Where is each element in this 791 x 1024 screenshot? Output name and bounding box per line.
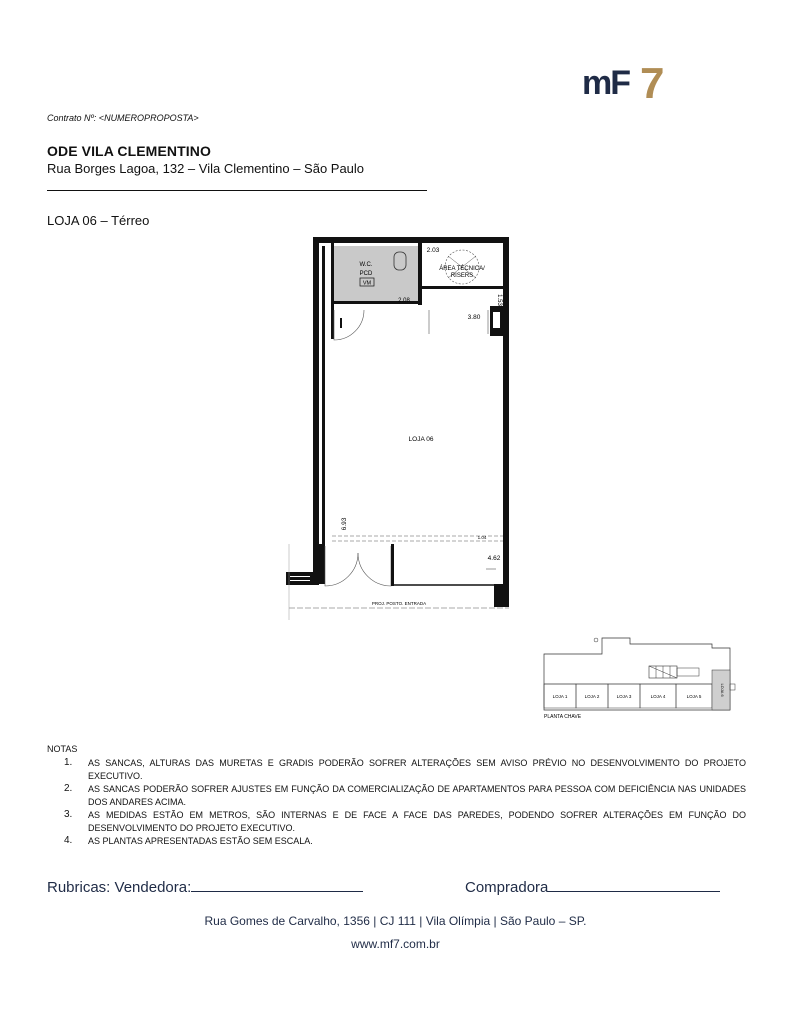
key-plan [540,632,740,722]
note-text: AS PLANTAS APRESENTADAS ESTÃO SEM ESCALA. [88,836,313,846]
project-address: Rua Borges Lagoa, 132 – Vila Clementino – São Paulo [47,161,365,176]
wc-door [334,310,364,340]
note-item [64,783,746,808]
dim-2-03: 2.03 [426,247,440,254]
vm-label: VM [362,280,372,287]
buyer-initials [465,877,720,896]
tech-area-label: ÁREA TÉCNICA/ [439,266,485,272]
key-store-3-label: LOJA 3 [616,694,632,699]
buyer-signature-line[interactable] [548,877,720,892]
dim-small: 1.04 [477,535,487,540]
room-label: LOJA 06 [408,436,434,443]
key-store-6-label: LOJA 6 [720,683,725,697]
note-text: AS SANCAS, ALTURAS DAS MURETAS E GRADIS PODERÃO SOFRER ALTERAÇÕES SEM AVISO PRÉVIO NO DESENVOLVIMENTO DO PROJETO EXECUTIVO. [88,758,746,781]
plan-column-bottom [494,584,509,607]
seller-initials [47,877,363,896]
key-plan-title: PLANTA CHAVE [544,714,582,720]
entry-door-left [325,546,358,586]
mf7-logo [582,58,674,102]
pcd-label: PCD [359,271,373,277]
dim-3-80: 3.80 [467,314,481,321]
logo-text: mF [582,64,629,102]
plan-wall-left-inner [322,246,325,546]
note-text: AS SANCAS PODERÃO SOFRER AJUSTES EM FUNÇÃO DA COMERCIALIZAÇÃO DE APARTAMENTOS PARA PESSOA COM DEFICIÊNCIA NAS UNIDADES DOS ANDARES ACIMA. [88,784,746,807]
key-plan-outline [544,638,730,710]
note-number: 4. [64,835,73,846]
seller-signature-line[interactable] [191,877,363,892]
plan-wall-top [313,237,509,243]
key-store-5-label: LOJA 5 [686,694,702,699]
dim-4-62: 4.62 [487,555,501,562]
plan-stair [286,572,319,585]
seller-label: Rubricas: Vendedora: [47,879,192,896]
project-title: ODE VILA CLEMENTINO [47,143,211,159]
risers-label: RISERS [450,273,474,279]
note-number: 2. [64,783,73,794]
note-item [64,757,746,782]
dim-2-08: 2.08 [398,298,410,304]
contract-number: Contrato Nº: <NUMEROPROPOSTA> [47,113,199,123]
note-item [64,809,746,834]
plan-wall-right [503,237,509,607]
note-number: 3. [64,809,73,820]
plan-wall-tech [422,286,503,289]
plan-wall-wc-right [418,243,422,305]
footer-address: Rua Gomes de Carvalho, 1356 | CJ 111 | Vila Olímpia | São Paulo – SP. [204,914,587,928]
plan-wc [334,246,420,301]
wc-label: W.C. [359,262,373,268]
key-store-2-label: LOJA 2 [584,694,600,699]
note-number: 1. [64,757,73,768]
floor-plan [284,234,516,624]
buyer-label: Compradora [465,879,549,896]
dim-1-53: 1.53 [496,294,502,306]
unit-label: LOJA 06 – Térreo [47,213,150,228]
key-store-4-label: LOJA 4 [650,694,666,699]
logo-digit: 7 [640,59,665,102]
note-item [64,835,746,848]
dim-6-93: 6.93 [341,517,348,531]
footer-website[interactable]: www.mf7.com.br [351,937,440,951]
note-text: AS MEDIDAS ESTÃO EM METROS, SÃO INTERNAS E DE FACE A FACE DAS PAREDES, PODENDO SOFRER ALTERAÇÕES EM FUNÇÃO DO DESENVOLVIMENTO DO PROJETO EXECUTIVO. [88,810,746,833]
notes-list [64,757,746,849]
key-store-1-label: LOJA 1 [552,694,568,699]
plan-wall-left [313,237,319,582]
title-divider [47,190,427,191]
entry-door-right [358,546,391,586]
projection-label: PROJ. POSTO. ENTRADA [371,601,427,606]
notes-heading: NOTAS [47,744,78,754]
